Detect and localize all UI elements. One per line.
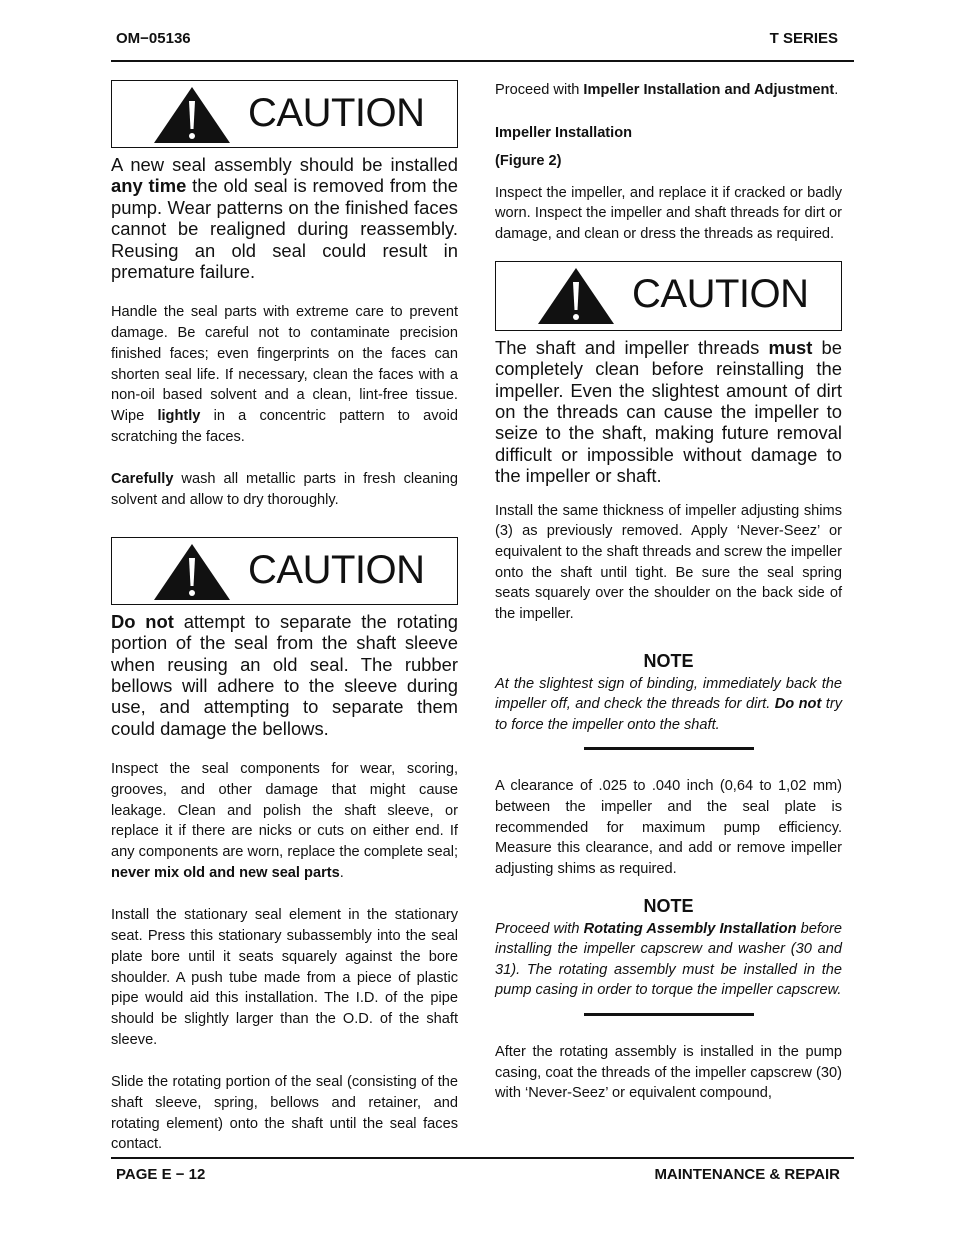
footer-rule	[111, 1157, 854, 1159]
paragraph: After the rotating assembly is installed in the pump casing, coat the threads of the impeller capscrew (30) with ‘Never-Seez’ or equivalent compound,	[495, 1043, 842, 1102]
document-number: OM−05136	[116, 30, 191, 47]
note-title: NOTE	[643, 895, 694, 916]
caution-text: Do not attempt to separate the rotating portion of the seal from the shaft sleeve when reusing an old seal. The rubber bellows will adhere to the sleeve during use, and attempting to separate them could damage the bellows.	[111, 610, 458, 739]
warning-triangle-icon	[152, 85, 232, 145]
caution-box	[111, 80, 458, 148]
note-text: Proceed with Rotating Assembly Installation before installing the impeller capscrew and washer (30 and 31). The rotating assembly must be installed in the pump casing in order to torque the impeller capscrew.	[495, 920, 843, 999]
note-text: At the slightest sign of binding, immediately back the impeller off, and check the threads for dirt. Do not try to force the impeller onto the shaft.	[495, 675, 842, 733]
paragraph: Slide the rotating portion of the seal (consisting of the shaft sleeve, spring, bellows and retainer, and rotating element) onto the shaft until the seal faces contact.	[111, 1074, 458, 1153]
right-column	[495, 80, 842, 1126]
note-title: NOTE	[643, 650, 694, 671]
caution-box	[495, 261, 842, 331]
caution-text: A new seal assembly should be installed any time the old seal is removed from the pump. Wear patterns on the finished faces cannot be realigned during reassembly. Reusing an old seal could result in premature failure.	[111, 154, 458, 283]
caution-label: CAUTION	[632, 271, 809, 316]
paragraph: Install the same thickness of impeller adjusting shims (3) as previously removed. Apply ‘Never-Seez’ or equivalent to the shaft threads and screw the impeller onto the shaft until tight. Be sure the seal spring seats squarely over the shoulder on the back side of the impeller.	[495, 502, 842, 623]
caution-box	[111, 537, 458, 605]
header-rule	[111, 60, 854, 62]
paragraph: Handle the seal parts with extreme care to prevent damage. Be careful not to contaminate precision finished faces; even fingerprints on the faces can shorten seal life. If necessary, clean the faces with a non-oil based solvent and a clean, lint-free tissue. Wipe lightly in a concentric pattern to avoid scratching the faces.	[111, 304, 458, 445]
note-divider	[584, 1013, 754, 1016]
caution-label: CAUTION	[248, 91, 425, 135]
paragraph: Inspect the impeller, and replace it if cracked or badly worn. Inspect the impeller and shaft threads for dirt or damage, and clean or dress the threads as required.	[495, 184, 842, 243]
section-name: MAINTENANCE & REPAIR	[654, 1166, 840, 1183]
paragraph: Proceed with Impeller Installation and Adjustment.	[495, 82, 839, 98]
paragraph: A clearance of .025 to .040 inch (0,64 to 1,02 mm) between the impeller and the seal plate is recommended for maximum pump efficiency. Measure this clearance, and add or remove impeller adjusting shims as required.	[495, 778, 842, 878]
section-heading: Impeller Installation	[495, 124, 633, 141]
series-title: T SERIES	[769, 30, 838, 47]
warning-triangle-icon	[536, 266, 616, 326]
warning-triangle-icon	[152, 542, 232, 602]
page-number: PAGE E − 12	[116, 1166, 206, 1183]
caution-text: The shaft and impeller threads must be completely clean before reinstalling the impeller. Even the slightest amount of dirt on the threads can cause the impeller to seize to the shaft, making future removal difficult or impossible without damage to the impeller or shaft.	[495, 336, 842, 487]
paragraph: Inspect the seal components for wear, scoring, grooves, and other damage that might cause leakage. Clean and polish the shaft sleeve, or replace it if there are nicks or cuts on either end. If any components are worn, replace the complete seal; never mix old and new seal parts.	[111, 761, 458, 881]
paragraph: Install the stationary seal element in the stationary seat. Press this stationary subassembly into the seal plate bore until it seats squarely against the bore shoulder. A push tube made from a piece of plastic pipe would aid this installation. The I.D. of the pipe should be slightly larger than the O.D. of the shaft sleeve.	[111, 907, 458, 1048]
left-column	[111, 80, 458, 1177]
paragraph: Carefully wash all metallic parts in fresh cleaning solvent and allow to dry thoroughly.	[111, 471, 458, 509]
note-divider	[584, 747, 754, 750]
figure-reference: (Figure 2)	[495, 152, 562, 169]
caution-label: CAUTION	[248, 547, 425, 592]
